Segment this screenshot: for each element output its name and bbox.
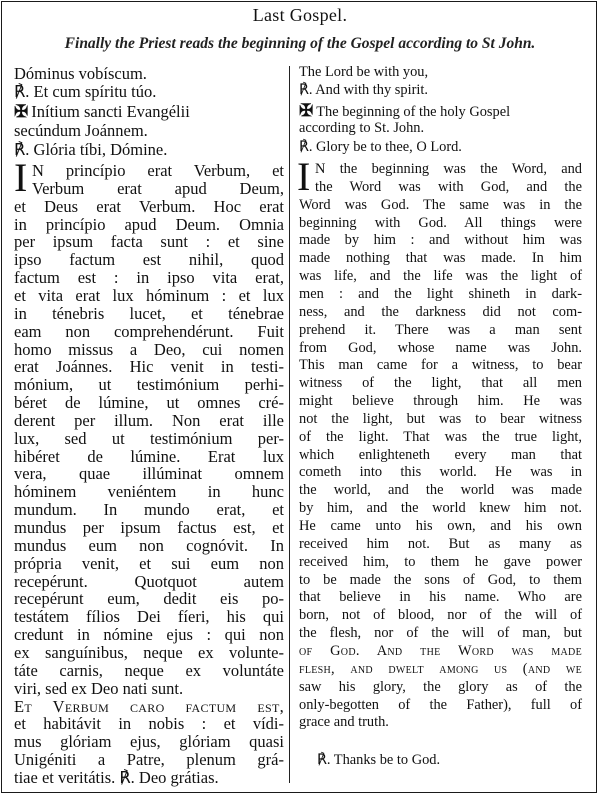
text-line: Et Verbum caro factum est,	[14, 696, 284, 716]
text-line: witness of the light, that all men	[299, 375, 582, 392]
text-line: born, not of blood, nor of the will of	[299, 607, 582, 624]
text-line: This man came for a witness, to bear	[299, 357, 582, 374]
text-line: viri, sed ex Deo nati sunt.	[14, 678, 184, 698]
text-line: by him, and the world knew him not.	[299, 500, 582, 517]
cross-icon: ✠	[14, 102, 29, 121]
text-line: Word was God. The same was in the	[299, 196, 582, 213]
text-line: erat Joánnes. Hic venit in testi-	[14, 357, 284, 377]
text-line: per ipsum facta sunt : et sine	[14, 232, 284, 252]
text-line: not the light, but was to bear witness	[299, 410, 582, 427]
text-line: the flesh, nor of the will of man, but	[299, 625, 582, 642]
text-line: ex sanguínibus, neque ex volunte-	[14, 642, 284, 662]
text-line: which enlighteneth every man that	[299, 446, 582, 463]
text-line: saw his glory, the glory as of the	[299, 678, 582, 695]
text-line: in ténebris lucet, et ténebrae	[14, 303, 284, 323]
versicle-line	[299, 101, 510, 121]
text-line: from God, whose name was John.	[299, 339, 582, 356]
text-line: lux, sed ut testimónium per-	[14, 428, 284, 448]
versicle-line: Dóminus vobíscum.	[14, 64, 147, 83]
text-line: beginning with God. All things were	[299, 214, 582, 231]
text-line: derent per illum. Non erat ille	[14, 410, 284, 430]
text-line: grace and truth.	[299, 714, 389, 731]
drop-cap: I	[14, 155, 28, 200]
page-title: Last Gospel.	[252, 5, 348, 25]
text-line: recepérunt eum, dedit eis po-	[14, 589, 284, 609]
versicle-line: ℟. Et cum spíritu túo.	[14, 82, 157, 101]
text-line: própria venit, et sui eum non	[14, 553, 284, 573]
text-line: Unigéniti a Patre, plenum grá-	[14, 750, 284, 770]
text-line: tiae et veritátis. ℟. Deo grátias.	[14, 767, 219, 787]
text-line: hóminem veniéntem in hunc	[14, 482, 284, 502]
text-line: men : and the light shineth in dark-	[299, 285, 582, 302]
text-line: prehend it. There was a man sent	[299, 321, 582, 338]
text-line: only-begotten of the Father), full of	[299, 696, 582, 713]
versicle-text: The beginning of the holy Gospel	[316, 104, 511, 120]
text-line: Verbum erat apud Deum,	[32, 178, 284, 198]
text-line: mundus eum non cognóvit. In	[14, 535, 284, 555]
text-line: N princípio erat Verbum, et	[32, 161, 284, 180]
text-line: factum est : in ipso vita erat,	[14, 268, 284, 288]
text-line: et Deus erat Verbum. Hoc erat	[14, 196, 284, 216]
text-line: homo missus a Deo, cui nomen	[14, 339, 284, 359]
text-line: eam non comprehendérunt. Fuit	[14, 321, 284, 341]
text-line: et habitávit in nobis : et vídi-	[14, 714, 284, 734]
text-line: the Word was with God, and the	[315, 178, 582, 195]
text-line: vera, quae illúminat omnem	[14, 464, 284, 484]
text-line: made nothing that was made. In him	[299, 250, 582, 267]
column-divider	[289, 66, 290, 783]
text-line: received him, to them he gave power	[299, 553, 582, 570]
versicle-line: according to St. John.	[299, 120, 425, 136]
versicle-line: ℟. And with thy spirit.	[299, 82, 428, 98]
drop-cap: I	[297, 154, 311, 199]
text-line: flesh, and dwelt among us (and we	[299, 660, 582, 677]
text-line: received him not. But as many as	[299, 535, 582, 552]
text-line: credunt in nómine ejus : qui non	[14, 625, 284, 645]
text-line: might believe through him. He was	[299, 393, 582, 410]
versicle-line: The Lord be with you,	[299, 64, 429, 80]
versicle-text: Inítium sancti Evangélii	[31, 102, 190, 121]
text-line: N the beginning was the Word, and	[315, 161, 582, 177]
text-line: mundum. In mundo erat, et	[14, 500, 284, 520]
versicle-line	[14, 102, 190, 122]
cross-icon: ✠	[299, 101, 314, 120]
text-line: was life, and the life was the light of	[299, 268, 582, 285]
rubric: Finally the Priest reads the beginning of the Gospel according to St John.	[64, 35, 536, 52]
text-line: of God. And the Word was made	[299, 642, 582, 659]
versicle-line: ℟. Glória tíbi, Dómine.	[14, 140, 168, 159]
text-line: mundus per ipsum factus est, et	[14, 518, 284, 537]
text-line: béret de lúmine, ut omnes cré-	[14, 393, 284, 413]
text-line: that believe in his name. Who are	[299, 589, 582, 606]
text-line: ness, and the darkness did not com-	[299, 303, 582, 320]
versicle-line: secúndum Joánnem.	[14, 121, 148, 140]
text-line: hibéret de lúmine. Erat lux	[14, 446, 284, 466]
text-line: of the light. That was the true light,	[299, 428, 582, 445]
text-line: testátem fílios Dei fíeri, his qui	[14, 607, 284, 627]
response-line: ℟. Thanks be to God.	[317, 752, 441, 768]
text-line: mus glóriam ejus, glóriam quasi	[14, 732, 284, 752]
text-line: táte carnis, neque ex voluntáte	[14, 660, 284, 680]
text-line: the world, and the world was made	[299, 482, 582, 499]
versicle-line: ℟. Glory be to thee, O Lord.	[299, 139, 462, 155]
text-line: made by him : and without him was	[299, 232, 582, 249]
text-line: recepérunt. Quotquot autem	[14, 571, 284, 591]
text-line: ipso factum est nihil, quod	[14, 250, 284, 270]
text-line: He came unto his own, and his own	[299, 518, 582, 534]
text-line: cometh into this world. He was in	[299, 464, 582, 481]
text-line: in princípio apud Deum. Omnia	[14, 214, 284, 234]
text-line: to be made the sons of God, to them	[299, 571, 582, 588]
text-line: et vita erat lux hóminum : et lux	[14, 285, 284, 305]
text-line: mónium, ut testimónium perhi-	[14, 375, 284, 395]
